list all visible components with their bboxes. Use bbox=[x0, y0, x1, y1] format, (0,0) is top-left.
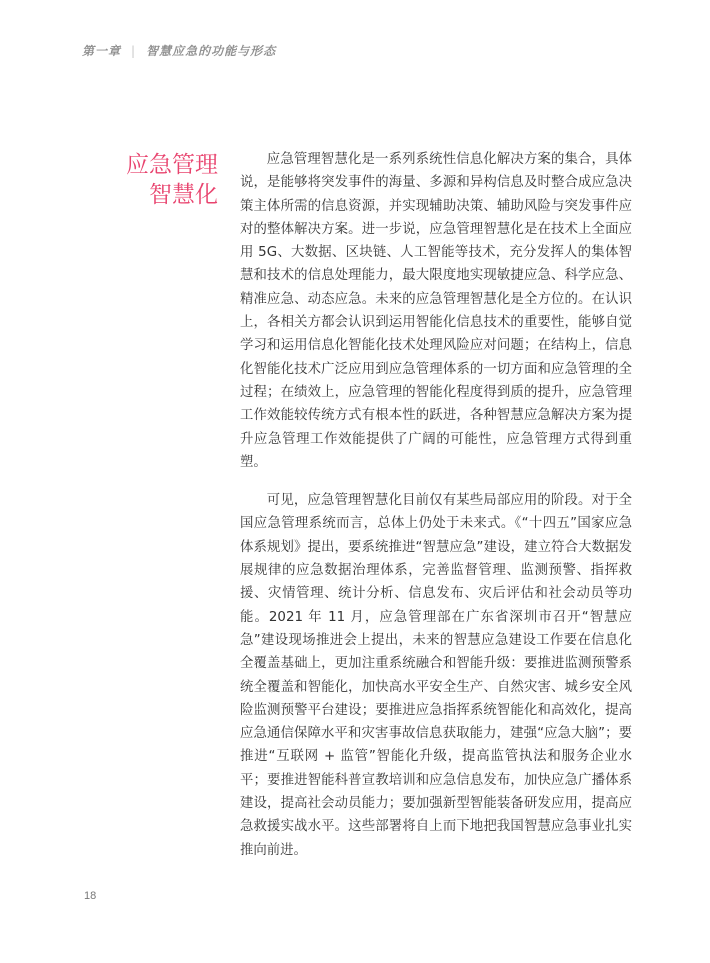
chapter-title: 智慧应急的功能与形态 bbox=[146, 44, 277, 58]
section-title-line-2: 智慧化 bbox=[149, 182, 218, 208]
running-header bbox=[82, 42, 276, 59]
page-number: 18 bbox=[84, 890, 97, 902]
section-title bbox=[100, 150, 218, 210]
body-text bbox=[240, 148, 632, 877]
header-separator: | bbox=[131, 44, 137, 58]
paragraph-2: 可见，应急管理智慧化目前仅有某些局部应用的阶段。对于全国应急管理系统而言，总体上仍处于未来式。《“十四五”国家应急体系规划》提出，要系统推进“智慧应急”建设，建立符合大数据发展规律的应急数据治理体系，完善监督管理、监测预警、指挥救援、灾情管理、统计分析、信息发布、灾后评估和社会动员等功能。2021 年 11 月，应急管理部在广东省深圳市召开“智慧应急”建设现场推进会上提出，未来的智慧应急建设工作要在信息化全覆盖基础上，更加注重系统融合和智能升级：要推进监测预警系统全覆盖和智能化，加快高水平安全生产、自然灾害、城乡安全风险监测预警平台建设；要推进应急指挥系统智能化和高效化，提高应急通信保障水平和灾害事故信息获取能力，建强“应急大脑”；要推进“互联网 + 监管”智能化升级，提高监管执法和服务企业水平；要推进智能科普宣教培训和应急信息发布，加快应急广播体系建设，提高社会动员能力；要加强新型智能装备研发应用，提高应急救援实战水平。这些部署将自上而下地把我国智慧应急事业扎实推向前进。 bbox=[240, 493, 632, 858]
paragraph-1: 应急管理智慧化是一系列系统性信息化解决方案的集合，具体说，是能够将突发事件的海量、多源和异构信息及时整合成应急决策主体所需的信息资源，并实现辅助决策、辅助风险与突发事件应对的整体解决方案。进一步说，应急管理智慧化是在技术上全面应用 5G、大数据、区块链、人工智能等技术，充分发挥人的集体智慧和技术的信息处理能力，最大限度地实现敏捷应急、科学应急、精准应急、动态应急。未来的应急管理智慧化是全方位的。在认识上，各相关方都会认识到运用智能化信息技术的重要性，能够自觉学习和运用信息化智能化技术处理风险应对问题；在结构上，信息化智能化技术广泛应用到应急管理体系的一切方面和应急管理的全过程；在绩效上，应急管理的智能化程度得到质的提升，应急管理工作效能较传统方式有根本性的跃进，各种智慧应急解决方案为提升应急管理工作效能提供了广阔的可能性，应急管理方式得到重塑。 bbox=[240, 152, 632, 470]
section-title-line-1: 应急管理 bbox=[126, 152, 218, 178]
chapter-label: 第一章 bbox=[82, 44, 122, 58]
